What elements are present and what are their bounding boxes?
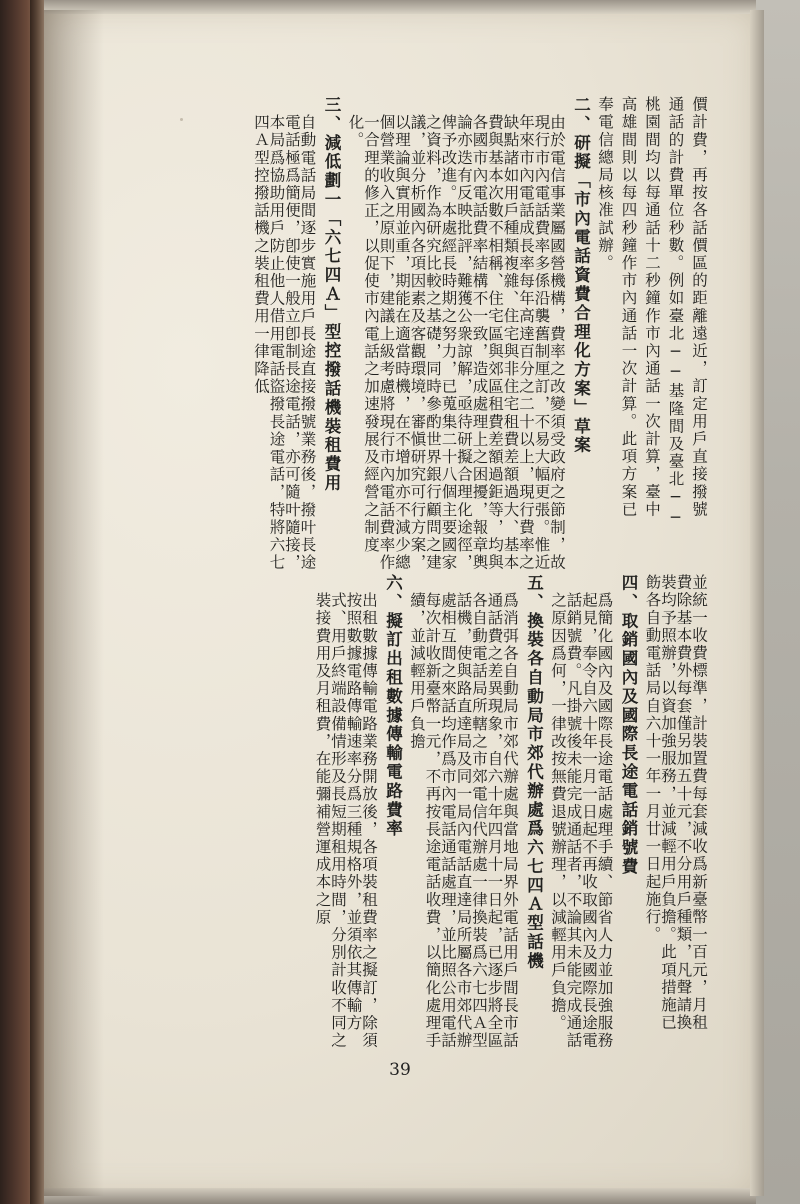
- section-heading: 六、擬訂出租數據傳輸電路費率: [383, 574, 403, 839]
- page-right-edge: [750, 10, 764, 1196]
- section-body: 自動電話局間逐步實施用戶長途直接撥號業務後，撥叶長途電話極爲簡便，卽使一般立卽制長途電話，亦可隨叶隨接，本局爲協助用戶防止他人借用電話盜撥長途電話，特將六七四Ａ型控撥話機之裝租費用一律降低: [252, 114, 317, 572]
- text-column: 桃園間均以每通話十二秒鐘作市內通話一次計算，臺中: [643, 96, 661, 519]
- section-body: 由於電信事業屬國營機構，費率之改變須受政府之節制，故現行市內電話費率多係沿襲舊制厘訂，不易大幅更張。惟近年來市內電話成長率每年高達百分之二十以上，現行費率之缺點諸如用戶種類複雜、住宅與非住宅租費差額過大、基本費與基本次數不相稱、住宅區與郊區租費差額過鉅等，均與各國市內電話費率結構不一致，造成處理上之困擾，報章輿論亦迭有反映批評，難獲公衆諒解，亟待研擬合理化途徑，俾予改進。本處經長時期之努力，已蒐集二十八個主要國家之資料，作為研究比較之基礎，同時參酌世界銀行顧問之建議，並分析國內各項因素及客觀環境，審愼研究可行方案，以理論與實用並重，期能在適當時機，在不增加亦不減少總個營業收入之原則下，建議上級考慮將現行市內電話費率作一合理的修正，以促使市內電話之加速發展及經營之制度化。: [346, 114, 566, 572]
- section-heading: 三、減低劃一「六七四Ａ」型控撥話機裝租費用: [322, 96, 341, 493]
- page-top-edge: [44, 0, 756, 14]
- text-column: 通話的計費單位秒數。例如臺北──基隆間及臺北──: [666, 96, 685, 529]
- page-bottom-edge: [44, 1188, 756, 1204]
- section-body: 出租數據傳輸電路業務開放後，各項裝租費率之擬訂，除須按照數據電路傳輸速率分爲三種規格外，並須依其傳輸方式、用戶終端設備情形及長短期租用時間，分別計收不同之裝接費用及月租費，在能彌補營運成本之原: [313, 592, 378, 1050]
- page-number: 39: [389, 1060, 411, 1080]
- section-two-block: [100, 574, 710, 1050]
- section-heading: 四、取銷國內及國際長途電話銷號費: [619, 574, 638, 877]
- text-column: 價計費，再按各話價區的距離遠近，訂定用戶直接撥號: [690, 96, 708, 519]
- section-one-block: [100, 96, 710, 572]
- book-spine: [0, 0, 44, 1204]
- section-heading: 五、換裝各自動局市郊代辦處爲六七四Ａ型話機: [524, 574, 544, 971]
- body-text: [100, 96, 710, 1050]
- text-column: 奉電信總局核准試辦。: [596, 96, 614, 272]
- section-body: 爲簡化國內及國際長途電話處理手續、節省人力並加強服務起見，奉令自六十年一月一日起不再收取國內及國際長途電話銷號費。凡掛號後未能完成通話者，不論其未能完成通話之原因爲何，一律改按無費退號辦理，以減輕用戶負擔。: [549, 592, 614, 1050]
- section-body: 爲消弭各自動局市郊代辦處與當地局界外電話用戶間長市話通話費之差異現象，自六十年四月十一日起，已逐步將全區各自動電話局所轄之市郊電信代辦處一律換裝爲六七四Ａ型話機，使與路直達局及同一局內電話直達局所屬各市郊代辦處相互間之來話均作爲市內電話通話處理，並比照公用電話每次計收新臺幣一元，不再按長途電話收費，以簡化處理手續，並減輕用戶負擔: [408, 592, 519, 1050]
- text-column: 並統一收費標準，計裝置費每套減收爲新臺幣一百元，月租費除基本費外每套僅另加五十元，不分用戶種類，凡聲請換裝均予照辦，以資加強服務，並減輕用戶負擔。此項措施已飭各自動電話局自六十一年一月廿一日起施行。: [643, 574, 708, 1032]
- section-heading: 二、研擬「市內電話資費合理化方案」草案: [571, 96, 591, 456]
- text-column: 高雄間則以每四秒鐘作市內通話一次計算。此項方案已: [619, 96, 638, 519]
